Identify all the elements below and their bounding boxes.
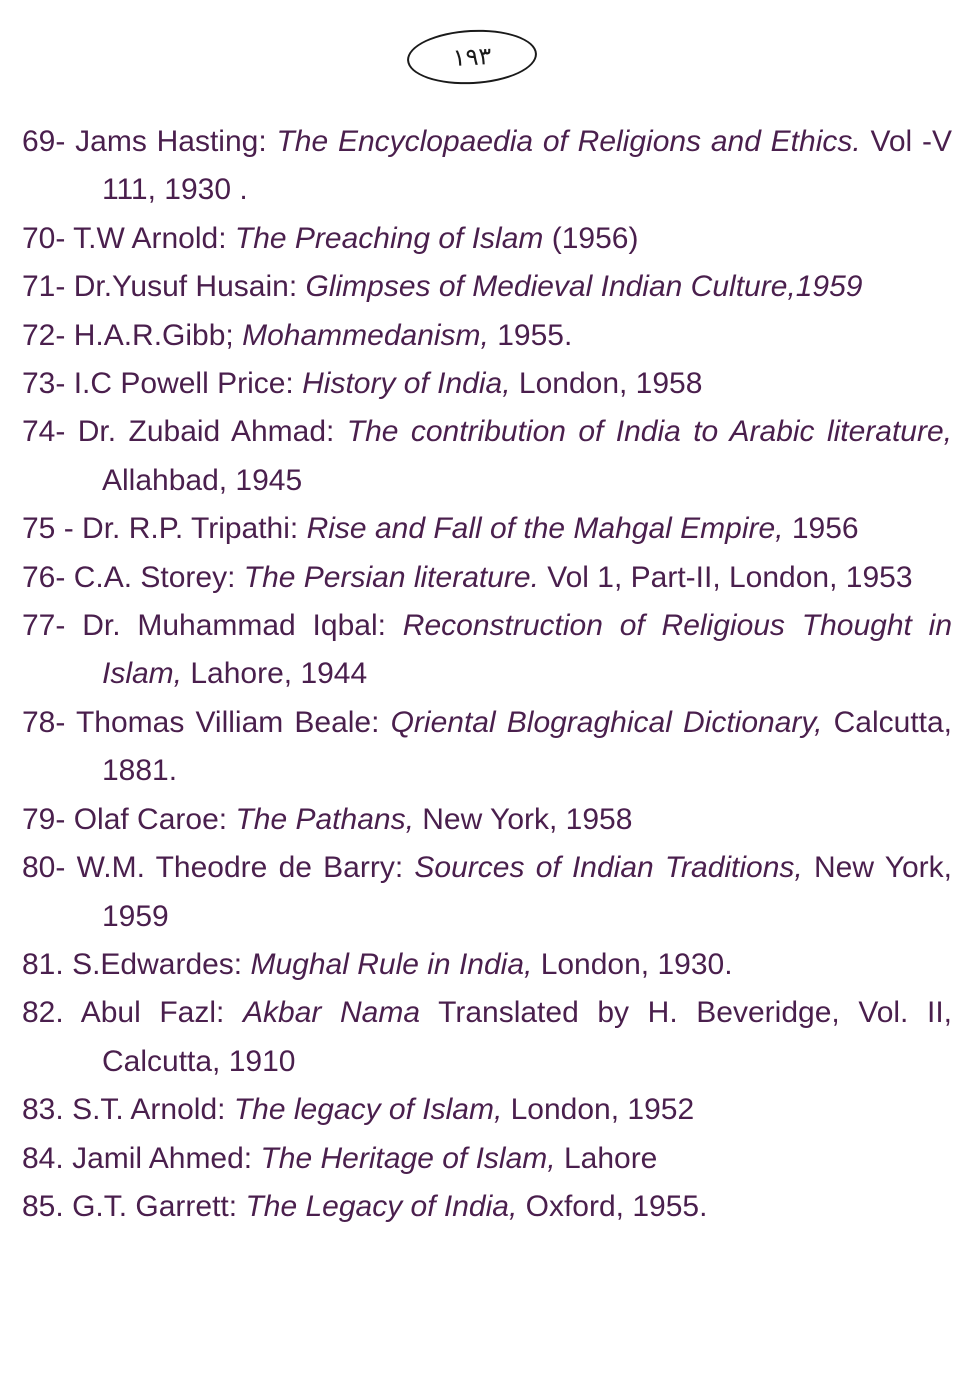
reference-author: W.M. Theodre de Barry:: [76, 851, 404, 885]
reference-item: [22, 989, 952, 1086]
reference-number: 79-: [22, 802, 66, 836]
reference-details: 1955.: [497, 318, 573, 352]
reference-item: [22, 263, 952, 311]
reference-item: [22, 360, 952, 408]
reference-title: The legacy of Islam,: [233, 1093, 503, 1127]
reference-author: S.Edwardes:: [72, 947, 243, 981]
reference-details: London, 1930.: [540, 947, 733, 981]
reference-number: 81.: [22, 947, 64, 981]
reference-title: Glimpses of Medieval Indian Culture,1959: [305, 270, 863, 304]
reference-author: Dr.Yusuf Husain:: [73, 270, 298, 304]
reference-item: [22, 554, 952, 602]
reference-number: 84.: [22, 1141, 64, 1175]
reference-details: Vol 1, Part-II, London, 1953: [547, 560, 913, 594]
reference-details: London, 1958: [518, 367, 703, 401]
reference-number: 78-: [22, 705, 66, 739]
reference-number: 77-: [22, 609, 66, 643]
reference-item: [22, 408, 952, 505]
reference-list: [22, 118, 952, 1231]
reference-title: The Preaching of Islam: [234, 221, 544, 255]
reference-author: I.C Powell Price:: [73, 367, 294, 401]
reference-author: Dr. R.P. Tripathi:: [82, 512, 299, 546]
reference-author: Thomas Villiam Beale:: [75, 705, 380, 739]
reference-details: Translated by H. Beveridge, Vol. II, Calcutta, 1910: [102, 996, 953, 1078]
reference-author: Dr. Zubaid Ahmad:: [77, 415, 335, 449]
reference-title: The Legacy of India,: [245, 1189, 518, 1223]
reference-author: Olaf Caroe:: [73, 802, 228, 836]
reference-title: Qriental Blograghical Dictionary,: [390, 705, 823, 739]
reference-title: The Pathans,: [235, 802, 414, 836]
reference-title: Reconstruction of Religious Thought in Islam,: [102, 609, 952, 691]
reference-author: H.A.R.Gibb;: [73, 318, 234, 352]
reference-title: Rise and Fall of the Mahgal Empire,: [306, 512, 784, 546]
reference-details: Lahore: [563, 1141, 658, 1175]
reference-number: 85.: [22, 1189, 64, 1223]
reference-number: 83.: [22, 1093, 64, 1127]
reference-item: [22, 1086, 952, 1134]
reference-title: The contribution of India to Arabic literature,: [346, 415, 953, 449]
reference-item: [22, 312, 952, 360]
reference-item: [22, 796, 952, 844]
reference-number: 75 -: [22, 512, 74, 546]
reference-item: [22, 699, 952, 796]
reference-author: C.A. Storey:: [73, 560, 236, 594]
reference-title: Sources of Indian Traditions,: [414, 851, 803, 885]
reference-number: 72-: [22, 318, 66, 352]
reference-details: Lahore, 1944: [190, 657, 368, 691]
reference-title: The Encyclopaedia of Religions and Ethics.: [276, 125, 861, 158]
reference-number: 73-: [22, 367, 66, 401]
reference-author: G.T. Garrett:: [72, 1189, 238, 1223]
reference-author: Dr. Muhammad Iqbal:: [82, 609, 386, 643]
reference-author: Jams Hasting:: [75, 125, 267, 158]
reference-details: New York, 1959: [102, 851, 952, 933]
reference-item: [22, 1135, 952, 1183]
reference-details: Allahbad, 1945: [102, 463, 303, 497]
reference-title: Mughal Rule in India,: [250, 947, 533, 981]
reference-details: New York, 1958: [422, 802, 633, 836]
reference-title: Mohammedanism,: [242, 318, 489, 352]
reference-item: [22, 1183, 952, 1231]
reference-details: London, 1952: [510, 1093, 695, 1127]
reference-author: Abul Fazl:: [80, 996, 225, 1030]
reference-details: (1956): [551, 221, 639, 255]
reference-number: 76-: [22, 560, 66, 594]
reference-item: [22, 602, 952, 699]
reference-author: S.T. Arnold:: [72, 1093, 226, 1127]
reference-details: Calcutta, 1881.: [102, 705, 953, 788]
reference-author: T.W Arnold:: [73, 221, 227, 255]
reference-author: Jamil Ahmed:: [72, 1141, 253, 1175]
reference-details: Oxford, 1955.: [525, 1189, 708, 1223]
reference-details: Vol -V 111, 1930 .: [102, 125, 953, 207]
reference-title: The Persian literature.: [243, 560, 539, 594]
page-number: ١٩٣: [451, 42, 493, 72]
reference-number: 80-: [22, 851, 66, 885]
reference-item: [22, 215, 952, 263]
reference-number: 71-: [22, 270, 66, 304]
reference-item: [22, 844, 952, 941]
reference-title: The Heritage of Islam,: [260, 1141, 556, 1175]
reference-item: [22, 941, 952, 989]
reference-number: 74-: [22, 415, 66, 449]
reference-item: [22, 118, 952, 215]
reference-number: 82.: [22, 996, 64, 1030]
reference-number: 70-: [22, 221, 66, 255]
reference-item: [22, 505, 952, 553]
page-number-badge: [406, 27, 539, 88]
reference-title: History of India,: [302, 367, 511, 401]
reference-number: 69-: [22, 125, 66, 158]
reference-title: Akbar Nama: [243, 996, 421, 1030]
reference-details: 1956: [791, 512, 859, 546]
